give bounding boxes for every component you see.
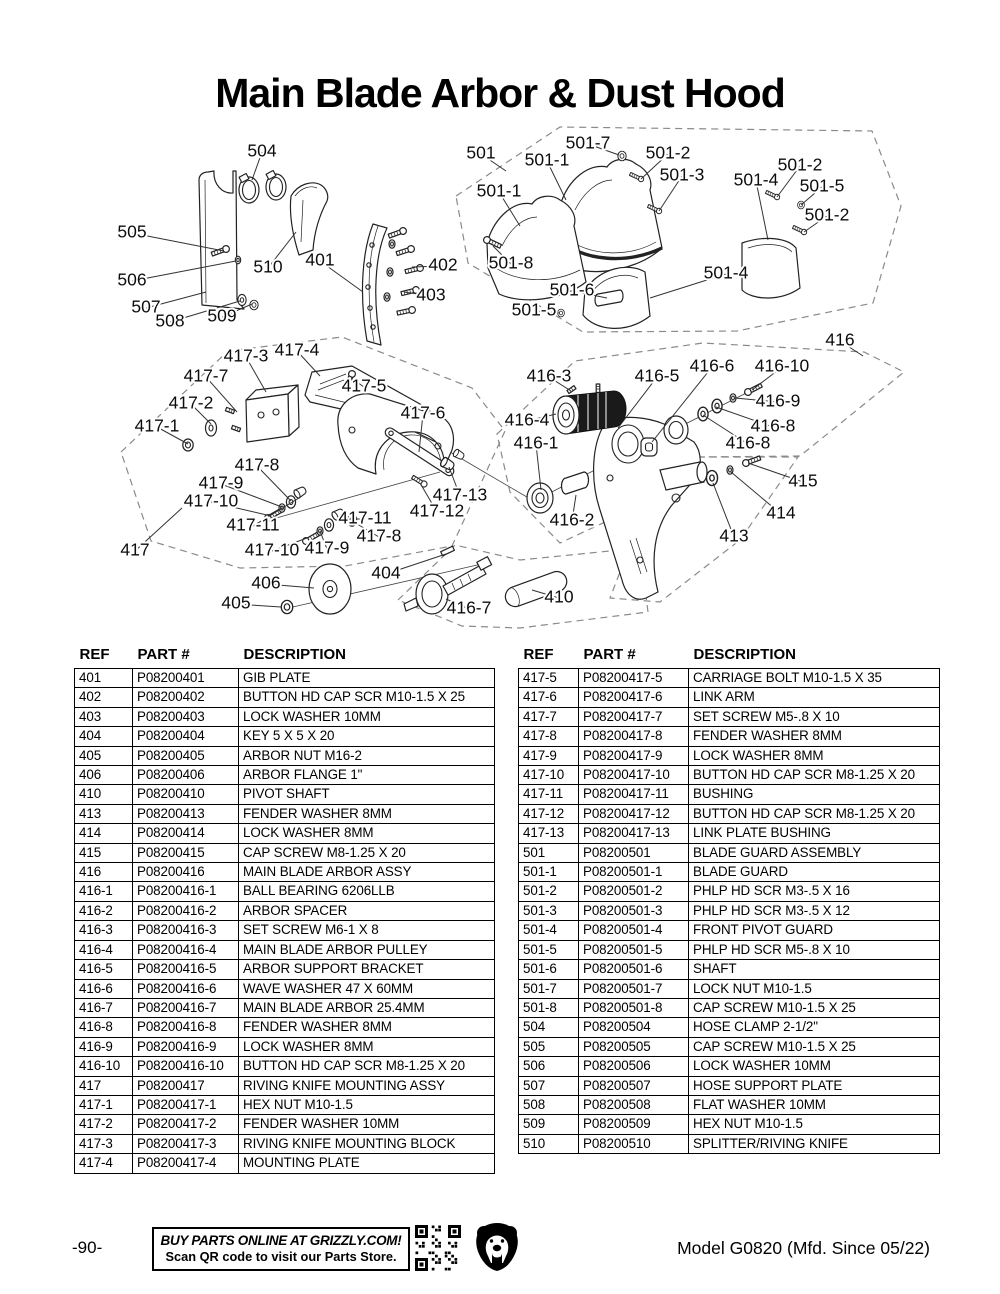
part-number-cell: P08200417-10 [579,766,689,785]
part-number-cell: P08200501-1 [579,863,689,882]
part-number-cell: P08200404 [133,727,239,746]
ref-cell: 417-13 [519,824,579,843]
description-cell: LOCK WASHER 8MM [239,824,495,843]
part-number-cell: P08200501-8 [579,998,689,1017]
ref-cell: 417-11 [519,785,579,804]
table-row [75,998,495,1017]
part-callout: 401 [305,249,335,270]
part-callout: 416-8 [750,415,796,436]
description-cell: LOCK WASHER 8MM [239,1037,495,1056]
part-callout: 417-12 [409,500,465,521]
arbor-flange-drawing [309,564,351,614]
table-row [75,669,495,688]
splitter-riving-knife-drawing [290,183,327,255]
ball-bearing-drawing [664,416,688,444]
part-callout: 417-9 [304,537,350,558]
ref-cell: 501-5 [519,940,579,959]
table-row [75,940,495,959]
description-cell: CAP SCREW M10-1.5 X 25 [689,998,940,1017]
description-cell: BUTTON HD CAP SCR M10-1.5 X 25 [239,688,495,707]
arbor-assembly-group [527,382,763,599]
table-row [519,1018,940,1037]
ref-cell: 417-5 [519,669,579,688]
part-number-cell: P08200416-2 [133,901,239,920]
part-callout: 417-7 [183,365,229,386]
banner-line2: Scan QR code to visit our Parts Store. [165,1249,397,1264]
table-row [75,1037,495,1056]
table-row [519,688,940,707]
table-row [519,766,940,785]
part-number-cell: P08200417 [133,1076,239,1095]
ref-cell: 501-1 [519,863,579,882]
part-number-cell: P08200416-6 [133,979,239,998]
description-cell: PHLP HD SCR M5-.8 X 10 [689,940,940,959]
part-number-cell: P08200410 [133,785,239,804]
part-callout: 417-11 [226,514,280,535]
part-callout: 406 [251,572,281,593]
description-cell: FENDER WASHER 10MM [239,1115,495,1134]
part-callout: 501-6 [549,279,595,300]
table-row [519,921,940,940]
table-row [519,707,940,726]
ref-cell: 417-8 [519,727,579,746]
table-row [75,1057,495,1076]
ref-cell: 406 [75,766,133,785]
ref-cell: 415 [75,843,133,862]
leader-lines [132,144,863,609]
table-row [75,688,495,707]
page-number: -90- [72,1238,103,1257]
table-row [75,1018,495,1037]
part-callout: 510 [253,256,283,277]
exploded-parts-diagram [0,110,1000,650]
part-callout: 417-4 [274,339,320,360]
table-header-row [75,646,495,669]
part-number-cell: P08200504 [579,1018,689,1037]
description-cell: KEY 5 X 5 X 20 [239,727,495,746]
part-number-cell: P08200417-12 [579,804,689,823]
part-number-cell: P08200417-6 [579,688,689,707]
column-header: PART # [137,646,190,663]
part-callout: 501-5 [799,175,845,196]
model-text: Model G0820 (Mfd. Since 05/22) [677,1238,930,1258]
description-cell: SET SCREW M6-1 X 8 [239,921,495,940]
dashed-boundaries [121,127,904,628]
description-cell: HEX NUT M10-1.5 [689,1115,940,1134]
part-number-cell: P08200413 [133,804,239,823]
ref-cell: 417-3 [75,1134,133,1153]
description-cell: RIVING KNIFE MOUNTING BLOCK [239,1134,495,1153]
grizzly-bear-logo [474,1221,520,1273]
ref-cell: 508 [519,1095,579,1114]
table-row [519,998,940,1017]
part-callout: 417-5 [341,375,387,396]
part-number-cell: P08200416-8 [133,1018,239,1037]
table-row [75,921,495,940]
part-callout: 417 [120,539,150,560]
part-callout: 417-6 [400,402,446,423]
description-cell: ARBOR SUPPORT BRACKET [239,960,495,979]
part-callout: 417-8 [234,454,280,475]
part-callout: 414 [766,502,796,523]
part-callout: 417-1 [134,415,180,436]
part-callout: 506 [117,269,147,290]
description-cell: BALL BEARING 6206LLB [239,882,495,901]
part-callout: 402 [428,254,458,275]
table-row [75,1076,495,1095]
part-number-cell: P08200506 [579,1057,689,1076]
part-number-cell: P08200508 [579,1095,689,1114]
part-callout: 417-13 [432,484,488,505]
part-number-cell: P08200416-4 [133,940,239,959]
part-number-cell: P08200417-5 [579,669,689,688]
part-callout: 501 [466,142,496,163]
column-header: DESCRIPTION [243,646,347,663]
description-cell: CAP SCREW M8-1.25 X 20 [239,843,495,862]
part-callout: 501-8 [488,252,534,273]
ref-cell: 501 [519,843,579,862]
table-row [519,727,940,746]
part-callout: 417-11 [338,507,392,528]
part-callout: 501-2 [804,204,850,225]
part-callout: 508 [155,310,185,331]
part-number-cell: P08200501-7 [579,979,689,998]
table-row [75,1095,495,1114]
banner-line1: BUY PARTS ONLINE AT GRIZZLY.COM! [160,1233,402,1248]
ref-cell: 507 [519,1076,579,1095]
description-cell: ARBOR NUT M16-2 [239,746,495,765]
description-cell: ARBOR SPACER [239,901,495,920]
part-number-cell: P08200417-1 [133,1095,239,1114]
part-callout: 416-2 [549,509,595,530]
table-row [75,979,495,998]
ref-cell: 509 [519,1115,579,1134]
description-cell: LINK PLATE BUSHING [689,824,940,843]
column-header: DESCRIPTION [693,646,797,663]
ref-cell: 414 [75,824,133,843]
ref-cell: 417-1 [75,1095,133,1114]
ref-cell: 417-7 [519,707,579,726]
description-cell: FLAT WASHER 10MM [689,1095,940,1114]
part-callout: 404 [371,562,401,583]
table-row [519,979,940,998]
description-cell: LOCK NUT M10-1.5 [689,979,940,998]
ref-cell: 417 [75,1076,133,1095]
table-row [519,960,940,979]
ref-cell: 401 [75,669,133,688]
part-callout: 501-7 [565,132,611,153]
parts-table-right [518,646,940,1154]
ref-cell: 501-8 [519,998,579,1017]
table-row [519,1134,940,1153]
part-number-cell: P08200501-3 [579,901,689,920]
page-title: Main Blade Arbor & Dust Hood [215,70,785,116]
part-number-cell: P08200417-3 [133,1134,239,1153]
part-number-cell: P08200417-11 [579,785,689,804]
table-row [75,785,495,804]
ref-cell: 506 [519,1057,579,1076]
ref-cell: 413 [75,804,133,823]
table-row [519,1095,940,1114]
ref-cell: 404 [75,727,133,746]
part-number-cell: P08200402 [133,688,239,707]
part-number-cell: P08200501 [579,843,689,862]
table-row [75,1134,495,1153]
description-cell: SHAFT [689,960,940,979]
ref-cell: 410 [75,785,133,804]
table-row [75,1115,495,1134]
part-callout: 417-8 [356,525,402,546]
part-callout: 405 [221,592,251,613]
table-row [75,901,495,920]
part-number-cell: P08200401 [133,669,239,688]
ref-cell: 501-2 [519,882,579,901]
hose-clamp-drawing [266,170,286,200]
part-number-cell: P08200501-5 [579,940,689,959]
part-number-cell: P08200501-6 [579,960,689,979]
table-row [75,843,495,862]
table-row [75,727,495,746]
ref-cell: 510 [519,1134,579,1153]
table-row [519,669,940,688]
table-row [75,863,495,882]
part-callout: 416-6 [689,355,735,376]
part-number-cell: P08200417-9 [579,746,689,765]
part-number-cell: P08200417-2 [133,1115,239,1134]
part-number-cell: P08200417-8 [579,727,689,746]
table-row [75,882,495,901]
part-callout: 501-2 [777,154,823,175]
part-callout: 413 [719,525,749,546]
part-callout: 416-5 [634,365,680,386]
part-callout: 403 [416,284,446,305]
qr-code [414,1224,462,1272]
part-callout: 507 [131,296,161,317]
hose-clamp-drawing [239,173,259,203]
part-callout: 417-10 [183,490,239,511]
ref-cell: 416-10 [75,1057,133,1076]
ref-cell: 501-4 [519,921,579,940]
description-cell: ARBOR FLANGE 1" [239,766,495,785]
ref-cell: 416-6 [75,979,133,998]
callout-leader-line [756,181,768,240]
part-callout: 509 [207,305,237,326]
description-cell: FENDER WASHER 8MM [239,804,495,823]
description-cell: FRONT PIVOT GUARD [689,921,940,940]
part-callout: 501-3 [659,164,705,185]
ref-cell: 504 [519,1018,579,1037]
ref-cell: 416-1 [75,882,133,901]
description-cell: RIVING KNIFE MOUNTING ASSY [239,1076,495,1095]
parts-banner [152,1227,410,1271]
part-number-cell: P08200507 [579,1076,689,1095]
ball-bearing-drawing [527,483,553,513]
table-row [519,901,940,920]
table-row [519,882,940,901]
part-number-cell: P08200416-5 [133,960,239,979]
part-callout: 416-4 [504,409,550,430]
table-row [519,843,940,862]
column-header: PART # [583,646,636,663]
mounting-block-drawing [246,385,299,442]
description-cell: BLADE GUARD ASSEMBLY [689,843,940,862]
ref-cell: 417-12 [519,804,579,823]
ref-cell: 501-3 [519,901,579,920]
ref-cell: 417-9 [519,746,579,765]
part-number-cell: P08200416-10 [133,1057,239,1076]
part-callout: 416-3 [526,365,572,386]
table-row [75,746,495,765]
part-callout: 505 [117,221,147,242]
description-cell: BUSHING [689,785,940,804]
part-callout: 415 [788,470,818,491]
part-number-cell: P08200405 [133,746,239,765]
description-cell: BLADE GUARD [689,863,940,882]
part-number-cell: P08200417-7 [579,707,689,726]
table-row [519,746,940,765]
description-cell: BUTTON HD CAP SCR M8-1.25 X 20 [689,804,940,823]
ref-cell: 416-9 [75,1037,133,1056]
ref-cell: 416-8 [75,1018,133,1037]
description-cell: MAIN BLADE ARBOR PULLEY [239,940,495,959]
description-cell: BUTTON HD CAP SCR M8-1.25 X 20 [239,1057,495,1076]
part-callout: 416-1 [513,432,559,453]
column-header: REF [79,646,110,663]
description-cell: MOUNTING PLATE [239,1154,495,1173]
description-cell: PIVOT SHAFT [239,785,495,804]
table-row [75,804,495,823]
part-callout: 417-9 [198,472,244,493]
description-cell: CAP SCREW M10-1.5 X 25 [689,1037,940,1056]
table-row [75,824,495,843]
ref-cell: 417-4 [75,1154,133,1173]
ref-cell: 416-4 [75,940,133,959]
part-callout: 501-5 [511,299,557,320]
ref-cell: 417-10 [519,766,579,785]
ref-cell: 416-5 [75,960,133,979]
ref-cell: 402 [75,688,133,707]
description-cell: LOCK WASHER 8MM [689,746,940,765]
part-callout: 501-2 [645,142,691,163]
part-number-cell: P08200416-1 [133,882,239,901]
description-cell: LOCK WASHER 10MM [239,707,495,726]
description-cell: BUTTON HD CAP SCR M8-1.25 X 20 [689,766,940,785]
part-callout: 416-8 [725,432,771,453]
table-row [75,766,495,785]
part-callout: 416-10 [754,355,810,376]
description-cell: GIB PLATE [239,669,495,688]
table-row [75,707,495,726]
table-row [519,785,940,804]
ref-cell: 417-6 [519,688,579,707]
part-callout: 501-1 [476,180,522,201]
part-callout: 416-9 [755,390,801,411]
table-row [519,804,940,823]
part-number-cell: P08200501-4 [579,921,689,940]
ref-cell: 416-2 [75,901,133,920]
description-cell: PHLP HD SCR M3-.5 X 12 [689,901,940,920]
description-cell: FENDER WASHER 8MM [689,727,940,746]
table-row [519,1057,940,1076]
ref-cell: 416-3 [75,921,133,940]
table-header-row [519,646,940,669]
part-number-cell: P08200417-4 [133,1154,239,1173]
ref-cell: 505 [519,1037,579,1056]
description-cell: CARRIAGE BOLT M10-1.5 X 35 [689,669,940,688]
part-number-cell: P08200505 [579,1037,689,1056]
part-number-cell: P08200416-9 [133,1037,239,1056]
description-cell: SPLITTER/RIVING KNIFE [689,1134,940,1153]
table-row [519,1076,940,1095]
description-cell: PHLP HD SCR M3-.5 X 16 [689,882,940,901]
ref-cell: 403 [75,707,133,726]
part-number-cell: P08200406 [133,766,239,785]
part-number-cell: P08200501-2 [579,882,689,901]
description-cell: HEX NUT M10-1.5 [239,1095,495,1114]
description-cell: LINK ARM [689,688,940,707]
table-row [75,1154,495,1173]
part-number-cell: P08200416 [133,863,239,882]
parts-table-left [74,646,495,1174]
table-row [519,1037,940,1056]
part-callout: 416-7 [446,597,492,618]
description-cell: HOSE SUPPORT PLATE [689,1076,940,1095]
part-number-cell: P08200416-7 [133,998,239,1017]
part-callout: 417-2 [168,392,214,413]
wave-washer-drawing [641,438,657,456]
part-number-cell: P08200403 [133,707,239,726]
ref-cell: 416 [75,863,133,882]
description-cell: HOSE CLAMP 2-1/2" [689,1018,940,1037]
description-cell: MAIN BLADE ARBOR ASSY [239,863,495,882]
table-row [519,863,940,882]
fender-washer-drawing [206,420,217,436]
part-number-cell: P08200510 [579,1134,689,1153]
column-header: REF [523,646,554,663]
part-callout: 416 [825,329,855,350]
part-callout: 417-10 [244,539,300,560]
part-callout: 501-4 [733,169,779,190]
part-number-cell: P08200416-3 [133,921,239,940]
ref-cell: 416-7 [75,998,133,1017]
description-cell: FENDER WASHER 8MM [239,1018,495,1037]
part-callout: 504 [247,140,277,161]
part-callout: 501-1 [524,149,570,170]
table-row [75,960,495,979]
part-number-cell: P08200417-13 [579,824,689,843]
part-callout: 410 [544,586,574,607]
part-number-cell: P08200414 [133,824,239,843]
table-row [519,940,940,959]
part-callout: 417-3 [223,345,269,366]
part-callout: 501-4 [703,262,749,283]
description-cell: MAIN BLADE ARBOR 25.4MM [239,998,495,1017]
ref-cell: 501-6 [519,960,579,979]
ref-cell: 405 [75,746,133,765]
table-row [519,824,940,843]
description-cell: WAVE WASHER 47 X 60MM [239,979,495,998]
description-cell: SET SCREW M5-.8 X 10 [689,707,940,726]
part-number-cell: P08200509 [579,1115,689,1134]
arbor-spacer-drawing [562,472,589,494]
ref-cell: 501-7 [519,979,579,998]
table-row [519,1115,940,1134]
ref-cell: 417-2 [75,1115,133,1134]
description-cell: LOCK WASHER 10MM [689,1057,940,1076]
part-number-cell: P08200415 [133,843,239,862]
